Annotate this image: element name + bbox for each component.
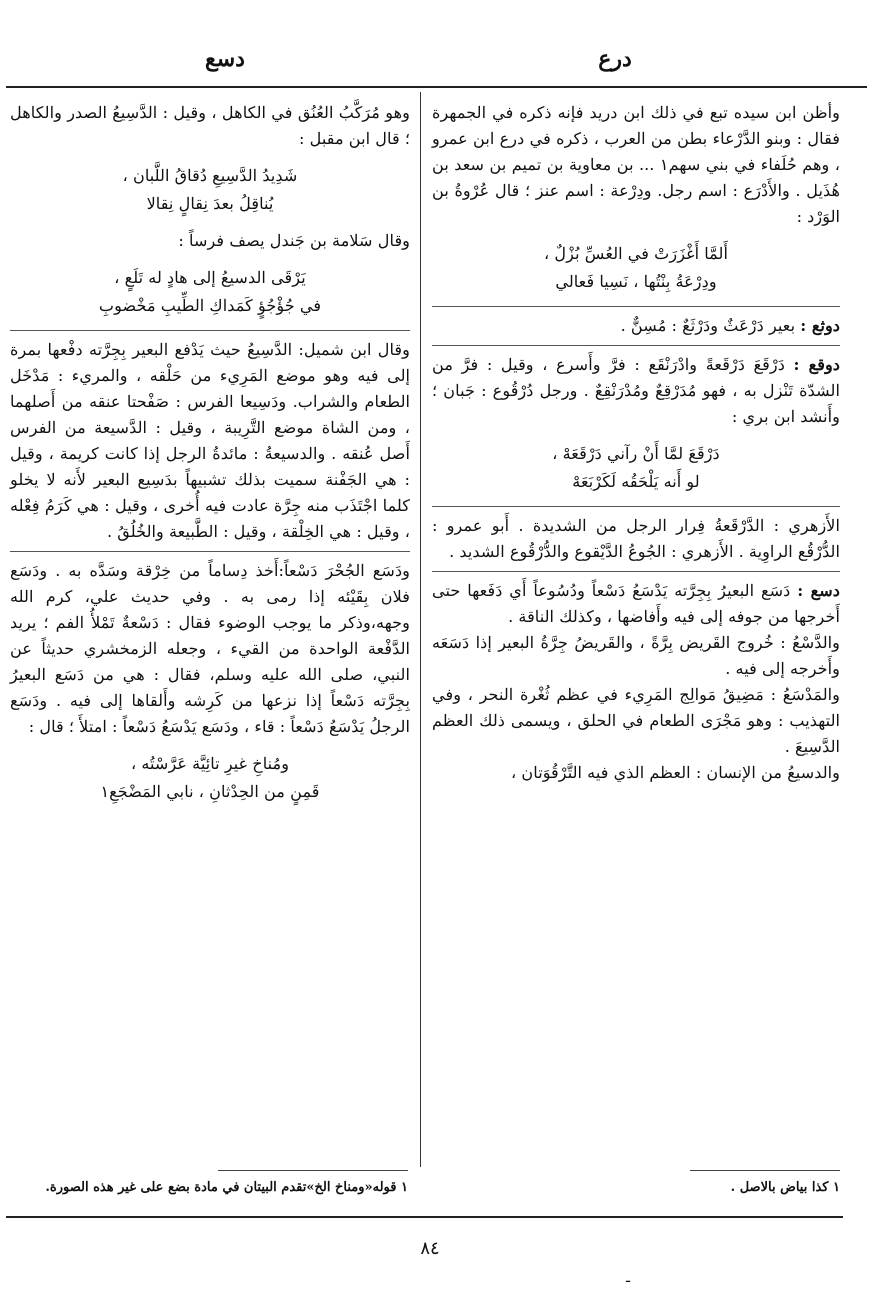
verse <box>10 162 410 218</box>
column-divider <box>420 92 421 1167</box>
top-rule <box>6 86 867 88</box>
entry-separator <box>432 345 840 346</box>
verse <box>432 240 840 296</box>
paragraph: وهو مُرَكَّبُ العُنُق في الكاهل ، وقيل : الدَّسِيعُ الصدر والكاهل ؛ قال ابن مقبل : <box>10 103 410 148</box>
entry-separator <box>10 551 410 552</box>
headword: دسع : <box>797 581 840 600</box>
header-right-word: درع <box>598 46 632 72</box>
verse-line: شَدِيدُ الدَّسِيعِ دُقاقُ اللَّبان ، <box>122 166 298 185</box>
footnote-rule-right <box>690 1170 840 1171</box>
page-number: ٨٤ <box>420 1238 440 1259</box>
footnote-right: ١ كذا بياض بالاصل . <box>730 1180 840 1195</box>
verse-line: قَمِنٍ من الحِدْثانِ ، نابي المَضْجَعِ١ <box>100 782 320 801</box>
paragraph: ودَسَع الجُحْرَ دَسْعاً:أَخذ دِساماً من خِرْقة وسَدَّه به . ودَسَع فلان بِقَيْئه إذا رمى به . وفي حديث علي، كرم الله وجهه،وذكر ما يوجب الوضوء فقال : دَسْعةٌ تَمْلأُ الفم ؛ يريد الدَّفْعة الواحدة من القيء ، وجعله الزمخشري حديثاً عن النبي، صلى الله عليه وسلم، فقال : هي من دَسَع البعيرُ بِجِرَّته دَسْعاً إذا نزعها من كَرِشه وأَلقاها إلى فيه . ودَسَع الرجلُ يَدْسَعُ دَسْعاً : قاء ، ودَسَع يَدْسَعُ دَسْعاً : امتلأَ ؛ قال : <box>10 561 410 736</box>
entry-separator <box>10 330 410 331</box>
dictionary-entry <box>432 352 840 430</box>
entry-separator <box>432 506 840 507</box>
paragraph: وقال ابن شميل: الدَّسِيعُ حيث يَدْفع البعير بِجِرَّته دفْعها بمرة إلى فيه وهو موضع المَرِيء من حَلْقه ، والمريء : مَدْخَل الطعام والشراب. ودَسِيعا الفرس : صَفْحتا عنقه من أَصلهما ، ومن الشاة موضع التَّرِيبة ، وقيل : الدَّسيعة من الفرس أَصل عُنقه . والدسيعةُ : مائدةُ الرجل إذا كانت كريمة ، وقيل : هي الجَفْنة سميت بذلك تشبيهاً بدَسِيع البعير لأَنه لا يخلو كلما اجْتَذَب منه جِرَّة عادت فيه أُخرى ، وقيل : هي كَرَمُ فِعْله ، وقيل : هي الخِلْقة ، وقيل : الطَّبيعة والخُلُقُ . <box>10 340 410 541</box>
dictionary-entry <box>432 578 840 630</box>
verse-line: دَرْقَعَ لمَّا أَنْ رآني دَرْقَعَهْ ، <box>552 444 720 463</box>
header-left-word: دسع <box>205 46 245 72</box>
verse-line: ومُناخِ غيرِ تائِيَّة عَرَّسْتُه ، <box>130 754 290 773</box>
footnote-rule-left <box>218 1170 408 1171</box>
paragraph: والدسيعُ من الإنسان : العظم الذي فيه التَّرْقُوَتان ، <box>511 763 840 782</box>
bottom-rule <box>6 1216 843 1218</box>
verse <box>10 264 410 320</box>
entry-separator <box>432 306 840 307</box>
footnote-left: ١ قوله«ومناخ الخ»تقدم البيتان في مادة بضع على غير هذه الصورة. <box>45 1180 408 1195</box>
verse-line: ودِرْعَةُ بِنْتُها ، نَسِيا فَعالي <box>555 272 717 291</box>
entry-text: بعير دَرْعَثٌ ودَرْثَعٌ : مُسِنٌّ . <box>620 316 801 335</box>
left-column <box>10 100 410 816</box>
dictionary-entry <box>432 313 840 339</box>
verse-line: يُناقِلُ بعدَ نِقالٍ نِقالا <box>146 194 274 213</box>
entry-separator <box>432 571 840 572</box>
entry-text: دَسَع البعيرُ بِجِرَّته يَدْسَعُ دَسْعاً ودُسُوعاً أَي دَفَعها حتى أَخرجها من جوفه إلى فيه وأَفاضها ، وكذلك الناقة . <box>432 581 840 626</box>
verse-line: أَلمَّا أَغْزَرَتْ في العُسِّ بُزْلٌ ، <box>544 244 728 263</box>
paragraph: الأَزهري : الدَّرْقَعةُ فِرار الرجل من الشديدة . أَبو عمرو : الدُّرْقُع الراوِية . الأَزهري : الجُوعُ الدَّيْقوع والدُّرْقُوع الشديد . <box>432 516 840 561</box>
paragraph: والمَدْسَعُ : مَضِيقُ مَوالِج المَرِيء في عظم ثُغْرة النحر ، وفي التهذيب : وهو مَجْرَى الطعام في الحلق ، ويسمى ذلك العظم الدَّسِيعَ . <box>432 685 840 756</box>
paragraph: وقال سَلامة بن جَندل يصف فرساً : <box>178 231 410 250</box>
paragraph: وأظن ابن سيده تبع في ذلك ابن دريد فإنه ذكره في الجمهرة فقال : وبنو الدَّرْعاء بطن من العرب ، ذكره في درع ابن عمرو ، وهم حُلَفاء في بني سهم١ ... بن معاوية بن تميم بن سعد بن هُذَيل . والأَدْرَع : اسم رجل. ودِرْعة : اسم عنز ؛ قال عُرْوةُ بن الوَرْد : <box>432 103 841 226</box>
verse <box>432 440 840 496</box>
verse-line: في جُؤْجُؤٍ كَمَداكِ الطِّيبِ مَخْضوبِ <box>98 296 322 315</box>
paragraph: والدَّسْعُ : خُروج القَريض بِرَّةً ، والقَريضُ جِرَّةُ البعير إذا دَسَعَه وأَخرجه إلى فيه . <box>432 633 840 678</box>
verse <box>10 750 410 806</box>
verse-line: يَرْقَى الدسيعُ إلى هادٍ له تَلَعٍ ، <box>114 268 306 287</box>
entry-text: دَرْقَعَ دَرْقَعةً وادْرَنْقَع : فرَّ وأَسرع ، وقيل : فرَّ من الشدّة تَنْزل به ، فهو مُدَرْقِعٌ ومُدْرَنْقِعٌ . ورجل دُرْقُوع : جَبان ؛ وأَنشد ابن بري : <box>432 355 840 426</box>
headword: دوثع : <box>800 316 840 335</box>
right-column <box>432 100 840 786</box>
verse-line: لو أَنه يَلْحَقُه لَكَرْبَعَهْ <box>572 472 700 491</box>
bottom-mark: ـ <box>626 1270 631 1286</box>
headword: دوقع : <box>793 355 840 374</box>
